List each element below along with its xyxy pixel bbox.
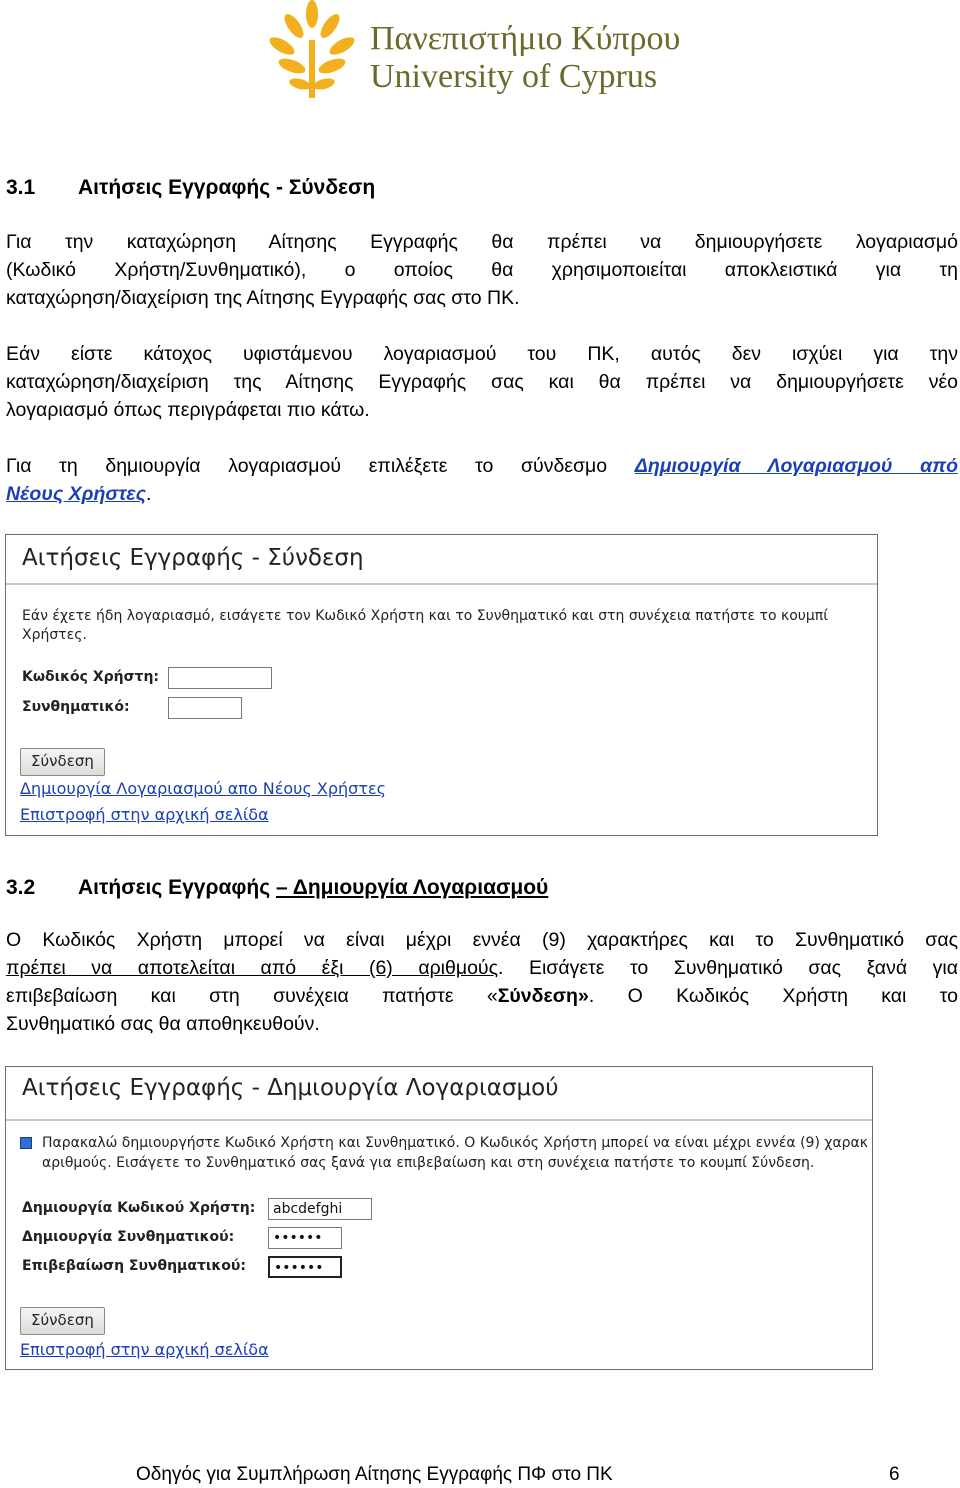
new-users-link[interactable]: Νέους Χρήστες — [6, 483, 146, 505]
paragraph — [6, 340, 958, 424]
paragraph-line: καταχώρηση/διαχείριση της Αίτησης Εγγραφής σας και θα πρέπει να δημιουργήσετε νέο — [6, 371, 958, 393]
create-username-input[interactable]: abcdefghi — [268, 1198, 372, 1220]
university-logo — [262, 0, 681, 108]
paragraph-line — [6, 452, 958, 480]
paragraph-text: . Ο Κωδικός Χρήστη και το — [588, 985, 959, 1007]
paragraph-line — [6, 480, 958, 508]
section-title-part: Αιτήσεις Εγγραφής — [78, 876, 276, 899]
section-heading-3-1 — [6, 176, 946, 204]
instruction-line: αριθμούς. Εισάγετε το Συνθηματικό σας ξανά για επιβεβαίωση και στη συνέχεια πατήστε το κουμπί Σύνδεση. — [42, 1155, 815, 1171]
confirm-password-label: Επιβεβαίωση Συνθηματικού: — [22, 1258, 246, 1274]
section-number: 3.2 — [6, 876, 36, 899]
divider — [6, 1119, 872, 1121]
paragraph-line: Συνθηματικό σας θα αποθηκευθούν. — [6, 1013, 320, 1035]
login-button[interactable]: Σύνδεση — [20, 748, 105, 776]
home-page-link[interactable]: Επιστροφή στην αρχική σελίδα — [20, 805, 269, 824]
paragraph-line: λογαριασμό όπως περιγράφεται πιο κάτω. — [6, 399, 370, 421]
paragraph-line: Για την καταχώρηση Αίτησης Εγγραφής θα πρέπει να δημιουργήσετε λογαριασμό — [6, 231, 958, 253]
section-title: Αιτήσεις Εγγραφής - Σύνδεση — [78, 176, 376, 199]
login-screenshot — [5, 534, 878, 836]
create-account-screenshot — [5, 1066, 873, 1370]
section-heading-3-2 — [6, 876, 946, 904]
logo-greek-name: Πανεπιστήμιο Κύπρου — [370, 20, 681, 57]
home-page-link[interactable]: Επιστροφή στην αρχική σελίδα — [20, 1340, 269, 1359]
confirm-password-input[interactable]: •••••• — [268, 1256, 342, 1278]
username-label: Κωδικός Χρήστη: — [22, 669, 160, 685]
paragraph-text: Για τη δημιουργία λογαριασμού επιλέξετε το σύνδεσμο — [6, 455, 635, 477]
paragraph-line: (Κωδικό Χρήστη/Συνθηματικό), ο οποίος θα χρησιμοποιείται αποκλειστικά για τη — [6, 259, 958, 281]
screenshot-title: Αιτήσεις Εγγραφής - Σύνδεση — [22, 545, 364, 571]
paragraph-line: καταχώρηση/διαχείριση της Αίτησης Εγγραφής σας στο ΠΚ. — [6, 287, 520, 309]
paragraph-text: . Εισάγετε το Συνθηματικό σας ξανά για — [498, 957, 958, 979]
instruction-line: Εάν έχετε ήδη λογαριασμό, εισάγετε τον Κωδικό Χρήστη και το Συνθηματικό και στη συνέχεια πατήστε το κουμπί — [22, 608, 828, 624]
paragraph — [6, 228, 958, 312]
paragraph-text: . — [146, 483, 152, 505]
paragraph-line — [6, 982, 958, 1010]
create-account-link[interactable]: Δημιουργία Λογαριασμού από — [634, 455, 958, 477]
paragraph-line: Ο Κωδικός Χρήστη μπορεί να είναι μέχρι εννέα (9) χαρακτήρες και το Συνθηματικό σας — [6, 929, 958, 951]
logo-english-name: University of Cyprus — [370, 58, 658, 95]
underlined-text: πρέπει να αποτελείται από έξι (6) αριθμούς — [6, 957, 498, 979]
screenshot-title: Αιτήσεις Εγγραφής - Δημιουργία Λογαριασμού — [22, 1075, 559, 1101]
username-input[interactable] — [168, 667, 272, 689]
paragraph-line — [6, 954, 958, 982]
paragraph-text: επιβεβαίωση και στη συνέχεια πατήστε « — [6, 985, 498, 1007]
section-title-underlined: – Δημιουργία Λογαριασμού — [276, 876, 549, 899]
password-input[interactable] — [168, 697, 242, 719]
bold-text: Σύνδεση» — [497, 985, 589, 1007]
new-users-account-link[interactable]: Δημιουργία Λογαριασμού απο Νέους Χρήστες — [20, 779, 386, 798]
olive-branch-icon — [262, 0, 362, 100]
create-username-label: Δημιουργία Κωδικού Χρήστη: — [22, 1200, 256, 1216]
section-number: 3.1 — [6, 176, 36, 199]
footer-title: Οδηγός για Συμπλήρωση Αίτησης Εγγραφής ΠΦ στο ΠΚ — [136, 1464, 613, 1485]
password-label: Συνθηματικό: — [22, 699, 130, 715]
section-title — [78, 876, 548, 900]
divider — [6, 583, 877, 585]
create-password-label: Δημιουργία Συνθηματικού: — [22, 1229, 235, 1245]
create-password-input[interactable]: •••••• — [268, 1227, 342, 1249]
info-bullet-icon — [20, 1137, 32, 1149]
instruction-line: Παρακαλώ δημιουργήστε Κωδικό Χρήστη και Συνθηματικό. Ο Κωδικός Χρήστη μπορεί να είναι μέχρι εννέα (9) χαρακ — [42, 1135, 869, 1151]
paragraph-line: Εάν είστε κάτοχος υφιστάμενου λογαριασμού του ΠΚ, αυτός δεν ισχύει για την — [6, 343, 958, 365]
paragraph — [6, 926, 958, 1038]
page-number: 6 — [889, 1464, 900, 1485]
login-button[interactable]: Σύνδεση — [20, 1307, 105, 1335]
paragraph — [6, 452, 958, 508]
instruction-line: Χρήστες. — [22, 627, 87, 643]
